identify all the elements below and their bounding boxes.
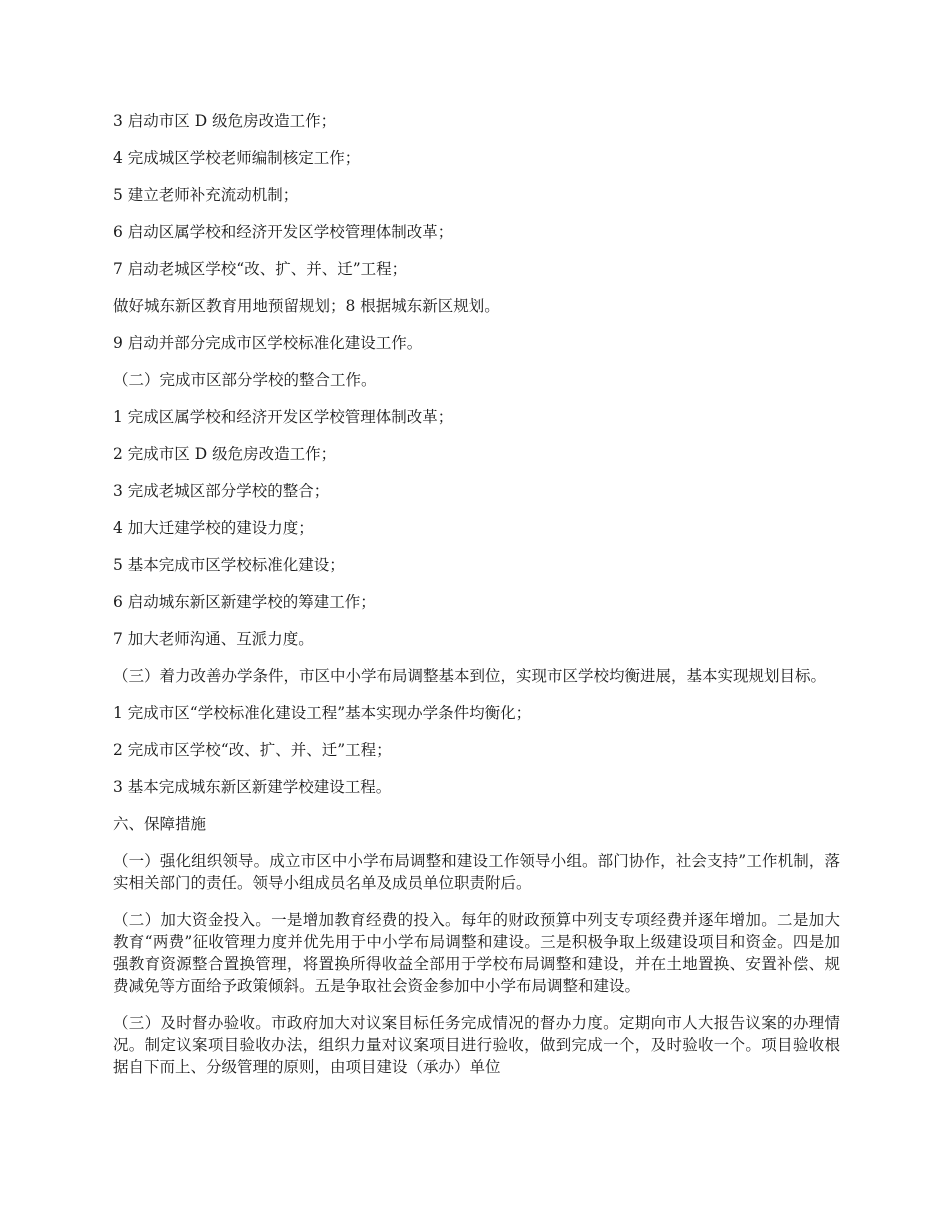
paragraph: 7 启动老城区学校“改、扩、并、迁”工程； bbox=[113, 260, 408, 278]
paragraph: 4 加大迁建学校的建设力度； bbox=[113, 519, 314, 537]
section-heading: 六、保障措施 bbox=[113, 815, 207, 833]
paragraph: 3 基本完成城东新区新建学校建设工程。 bbox=[113, 778, 392, 796]
paragraph: 1 完成区属学校和经济开发区学校管理体制改革； bbox=[113, 408, 454, 426]
paragraph: （二）加大资金投入。一是增加教育经费的投入。每年的财政预算中列支专项经费并逐年增加。二是加大教育“两费”征收管理力度并优先用于中小学布局调整和建设。三是积极争取上级建设项目和资金。四是加强教育资源整合置换管理，将置换所得收益全部用于学校布局调整和建设，并在土地置换、安置补偿、规费减免等方面给予政策倾斜。五是争取社会资金参加中小学布局调整和建设。 bbox=[113, 911, 840, 995]
paragraph: 6 启动区属学校和经济开发区学校管理体制改革； bbox=[113, 223, 454, 241]
paragraph: 2 完成市区学校“改、扩、并、迁”工程； bbox=[113, 741, 392, 759]
paragraph: 3 完成老城区部分学校的整合； bbox=[113, 482, 330, 500]
paragraph: （三）及时督办验收。市政府加大对议案目标任务完成情况的督办力度。定期向市人大报告议案的办理情况。制定议案项目验收办法，组织力量对议案项目进行验收，做到完成一个，及时验收一个。项目验收根据自下而上、分级管理的原则，由项目建设（承办）单位 bbox=[113, 1014, 840, 1076]
paragraph: （一）强化组织领导。成立市区中小学布局调整和建设工作领导小组。部门协作，社会支持”工作机制，落实相关部门的责任。领导小组成员名单及成员单位职责附后。 bbox=[113, 852, 840, 892]
paragraph: 1 完成市区“学校标准化建设工程”基本实现办学条件均衡化； bbox=[113, 704, 532, 722]
paragraph: 4 完成城区学校老师编制核定工作； bbox=[113, 149, 361, 167]
paragraph: 5 建立老师补充流动机制； bbox=[113, 186, 299, 204]
paragraph: 7 加大老师沟通、互派力度。 bbox=[113, 630, 314, 648]
paragraph: 做好城东新区教育用地预留规划；8 根据城东新区规划。 bbox=[113, 297, 500, 315]
paragraph: 9 启动并部分完成市区学校标准化建设工作。 bbox=[113, 334, 423, 352]
document-body bbox=[113, 110, 840, 1078]
section-heading: （二）完成市区部分学校的整合工作。 bbox=[113, 371, 377, 389]
paragraph: 5 基本完成市区学校标准化建设； bbox=[113, 556, 345, 574]
paragraph: 2 完成市区 D 级危房改造工作； bbox=[113, 445, 337, 463]
paragraph: 6 启动城东新区新建学校的筹建工作； bbox=[113, 593, 376, 611]
section-heading: （三）着力改善办学条件，市区中小学布局调整基本到位，实现市区学校均衡进展，基本实现规划目标。 bbox=[113, 667, 827, 685]
paragraph: 3 启动市区 D 级危房改造工作； bbox=[113, 112, 337, 130]
